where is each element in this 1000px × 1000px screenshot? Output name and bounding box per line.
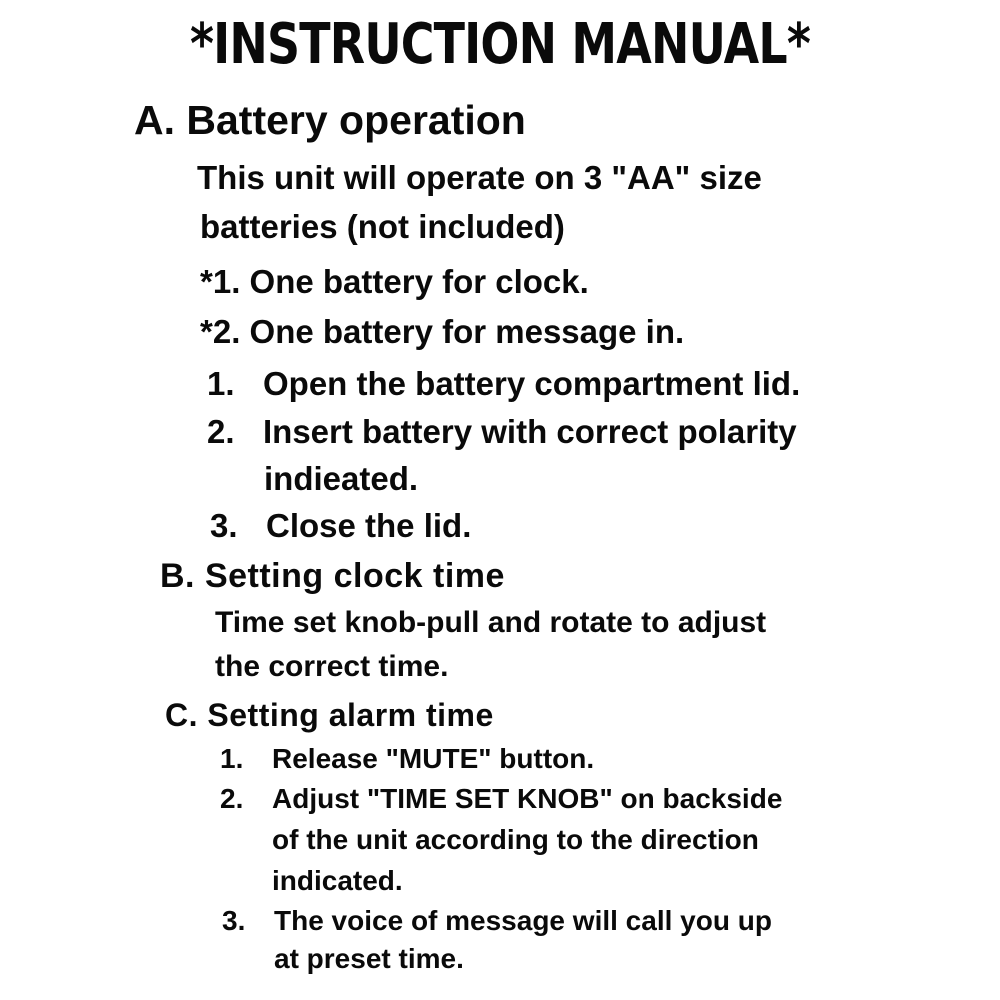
section-a-note-1: *1. One battery for clock. bbox=[200, 263, 589, 300]
section-a-step-3 bbox=[210, 508, 471, 544]
section-a-step-2 bbox=[207, 414, 797, 450]
section-a-intro-line2: batteries (not included) bbox=[200, 208, 565, 245]
section-a-step-1 bbox=[207, 366, 800, 402]
section-a-heading: A. Battery operation bbox=[134, 97, 526, 143]
section-c-step-2 bbox=[220, 784, 782, 815]
manual-title: *INSTRUCTION MANUAL* bbox=[189, 12, 811, 77]
section-c-step-3 bbox=[222, 906, 772, 937]
section-b-line1: Time set knob-pull and rotate to adjust bbox=[215, 606, 767, 639]
step-text: Close the lid. bbox=[266, 507, 472, 544]
section-a-note-2: *2. One battery for message in. bbox=[200, 313, 685, 350]
section-b-heading: B. Setting clock time bbox=[160, 557, 505, 595]
step-text: Adjust "TIME SET KNOB" on backside bbox=[272, 783, 783, 814]
step-number: 1. bbox=[207, 365, 235, 402]
step-text: Insert battery with correct polarity bbox=[263, 413, 797, 450]
step-number: 3. bbox=[210, 507, 238, 544]
section-a-intro-line1: This unit will operate on 3 "AA" size bbox=[197, 159, 762, 196]
step-number: 2. bbox=[220, 783, 244, 814]
step-text: Open the battery compartment lid. bbox=[263, 365, 801, 402]
section-c-step-1 bbox=[220, 744, 594, 775]
section-b-line2: the correct time. bbox=[215, 650, 449, 683]
section-c-heading: C. Setting alarm time bbox=[165, 697, 494, 733]
section-c-step-2-cont2: indicated. bbox=[272, 865, 403, 896]
section-c-step-3-cont: at preset time. bbox=[274, 943, 464, 974]
step-number: 3. bbox=[222, 905, 246, 936]
step-number: 2. bbox=[207, 413, 235, 450]
step-text: Release "MUTE" button. bbox=[272, 743, 595, 774]
section-a-step-2-cont: indieated. bbox=[264, 460, 419, 497]
section-c-step-2-cont1: of the unit according to the direction bbox=[272, 824, 759, 855]
step-number: 1. bbox=[220, 743, 244, 774]
step-text: The voice of message will call you up bbox=[274, 905, 772, 936]
